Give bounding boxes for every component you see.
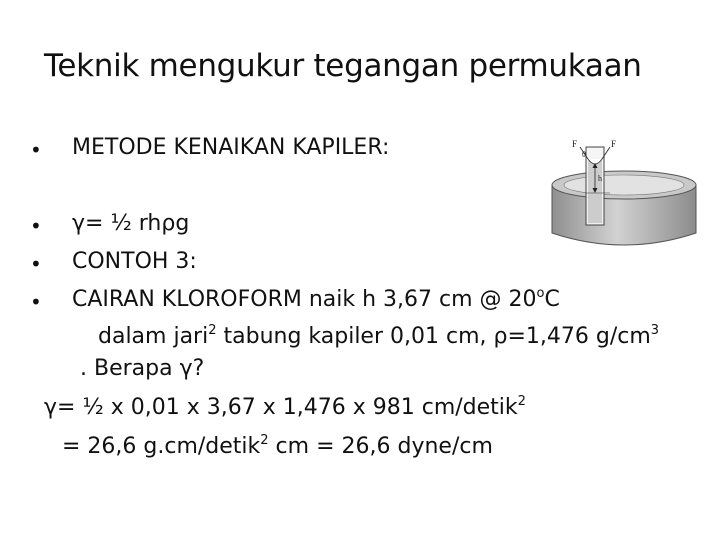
bullet-example: CONTOH 3: xyxy=(72,249,197,274)
bullet-formula: γ= ½ rhρg xyxy=(72,211,190,236)
bullet-problem-line2: dalam jari$^2$ tabung kapiler 0,01 cm, ρ=1,476 $g/cm^3$ xyxy=(98,323,660,349)
bullet-problem-line1: CAIRAN KLOROFORM naik h 3,67 cm @ 20$^o$C xyxy=(72,286,560,312)
height-label: h xyxy=(598,174,602,183)
calculation-line1: γ= ½ x 0,01 x 3,67 x 1,476 x 981 cm/detik$^2$ xyxy=(44,394,526,420)
bullet-marker: • xyxy=(30,214,42,238)
slide-title: Teknik mengukur tegangan permukaan xyxy=(44,48,642,84)
calculation-line2: = 26,6 g.cm/detik$^2$ cm = 26,6 dyne/cm xyxy=(62,433,493,459)
force-label-left: F xyxy=(572,139,578,149)
bullet-marker: • xyxy=(30,290,42,314)
force-label-right: F xyxy=(611,139,617,149)
capillary-tube-diagram-icon xyxy=(548,135,700,253)
bullet-method: METODE KENAIKAN KAPILER: xyxy=(72,135,390,160)
bullet-marker: • xyxy=(30,138,42,162)
bullet-problem-line3: . Berapa γ? xyxy=(80,356,205,381)
angle-label: θ xyxy=(582,150,586,159)
bullet-marker: • xyxy=(30,252,42,276)
